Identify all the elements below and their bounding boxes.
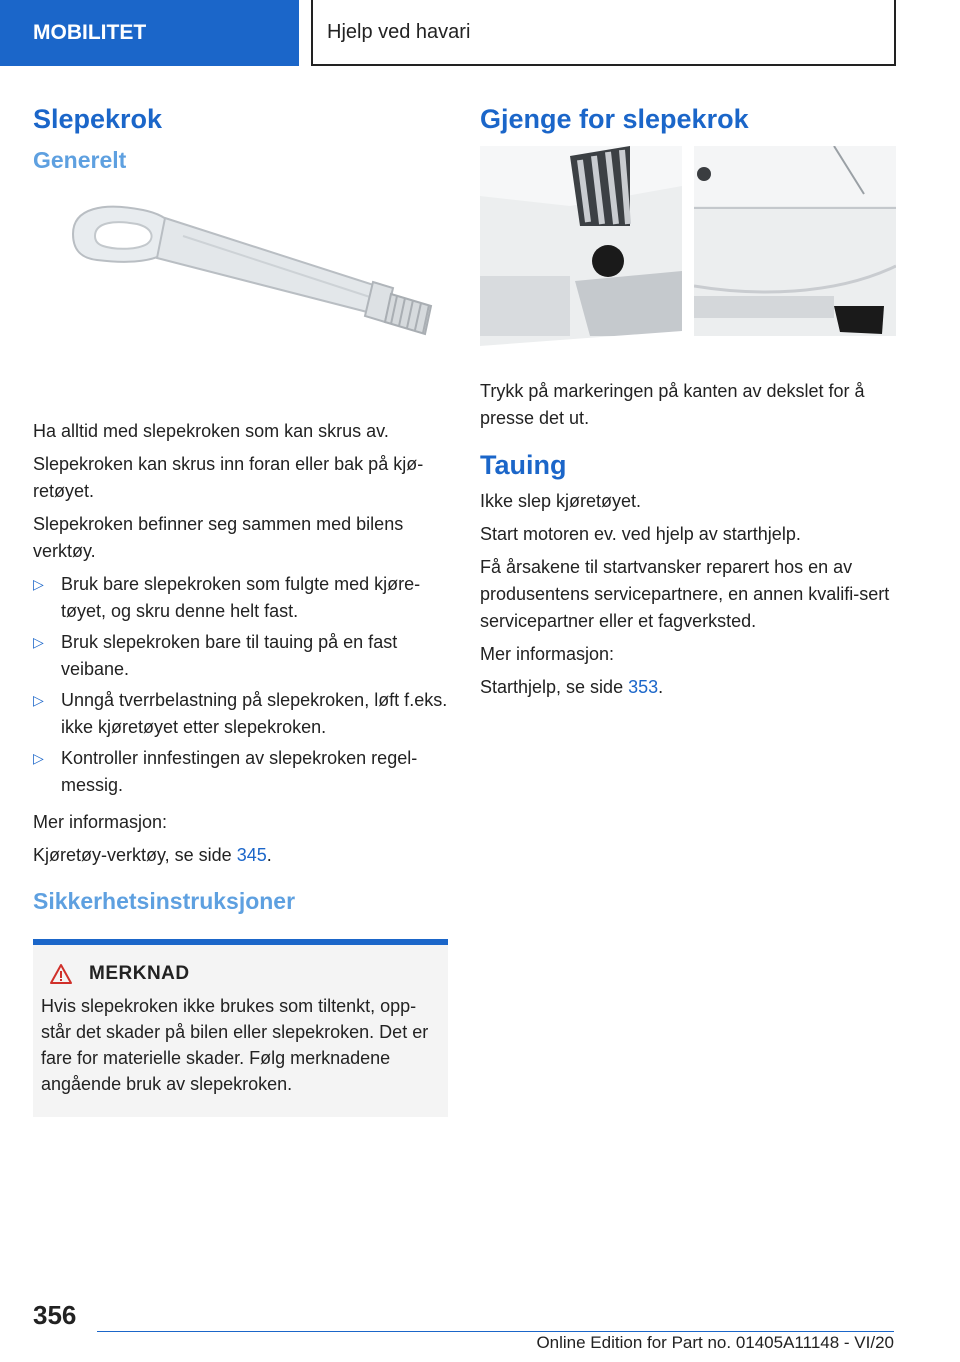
left-column <box>33 96 448 1117</box>
triangle-right-icon: ▷ <box>33 692 44 708</box>
section-label: MOBILITET <box>33 21 147 44</box>
notice-header <box>49 963 438 985</box>
paragraph-press-cover: Trykk på markeringen på kanten av dekslet for å presse det ut. <box>480 381 865 428</box>
page-number: 356 <box>33 1300 77 1330</box>
page-link-345[interactable]: 345 <box>236 845 267 865</box>
instruction-list <box>33 571 448 799</box>
paragraph-always-carry: Ha alltid med slepekroken som kan skrus av. <box>33 421 389 441</box>
footer-divider <box>97 1331 894 1332</box>
section-title-slepekrok: Slepekrok <box>33 104 163 134</box>
tow-hook-illustration <box>33 178 448 418</box>
section-title-gjenge: Gjenge for slepekrok <box>480 104 749 134</box>
paragraph-location: Slepekroken befinner seg sammen med bilens verktøy. <box>33 514 404 561</box>
thread-cover-photos <box>480 146 895 364</box>
list-item: ▷ Kontroller innfestingen av slepekroken regel-messig. <box>33 745 448 799</box>
subheading-safety: Sikkerhetsinstruksjoner <box>33 888 296 914</box>
paragraph-start-engine: Start motoren ev. ved hjelp av starthjelp. <box>480 524 801 544</box>
notice-box <box>33 939 448 1117</box>
more-info-label: Mer informasjon: <box>33 812 168 832</box>
paragraph-repair: Få årsakene til startvansker reparert hos en av produsentens servicepartnere, en annen kvalifi-sert servicepartner eller et fagverksted. <box>480 557 890 631</box>
cross-reference: Kjøretøy-verktøy, se side 345. <box>33 845 272 865</box>
cross-reference: Starthjelp, se side 353. <box>480 677 664 697</box>
rear-bumper-photo <box>694 146 896 364</box>
paragraph-screw-in: Slepekroken kan skrus inn foran eller bak på kjø-retøyet. <box>33 454 424 501</box>
chapter-label: Hjelp ved havari <box>327 20 471 43</box>
triangle-right-icon: ▷ <box>33 634 44 650</box>
notice-text: Hvis slepekroken ikke brukes som tiltenkt, opp-står det skader på bilen eller slepekroken. Det er fare for materielle skader. Følg merknadene angående bruk av slepekroken. <box>41 996 429 1094</box>
section-title-tauing: Tauing <box>480 450 567 480</box>
triangle-right-icon: ▷ <box>33 576 44 592</box>
list-item: ▷ Unngå tverrbelastning på slepekroken, løft f.eks. ikke kjøretøyet etter slepekroken. <box>33 687 448 741</box>
section-tab <box>0 0 299 66</box>
right-column <box>480 96 895 707</box>
tow-hook-svg <box>33 178 448 418</box>
list-item: ▷ Bruk bare slepekroken som fulgte med kjøre-tøyet, og skru denne helt fast. <box>33 571 448 625</box>
chapter-header <box>311 0 896 66</box>
notice-label: MERKNAD <box>89 963 190 984</box>
paragraph-no-tow: Ikke slep kjøretøyet. <box>480 491 642 511</box>
more-info-label: Mer informasjon: <box>480 644 615 664</box>
page-link-353[interactable]: 353 <box>628 677 659 697</box>
subheading-generelt: Generelt <box>33 147 127 173</box>
list-item: ▷ Bruk slepekroken bare til tauing på en fast veibane. <box>33 629 448 683</box>
edition-info: Online Edition for Part no. 01405A11148 - VI/20 <box>536 1333 894 1352</box>
triangle-right-icon: ▷ <box>33 750 44 766</box>
front-bumper-photo <box>480 146 682 364</box>
warning-triangle-icon <box>49 963 73 985</box>
